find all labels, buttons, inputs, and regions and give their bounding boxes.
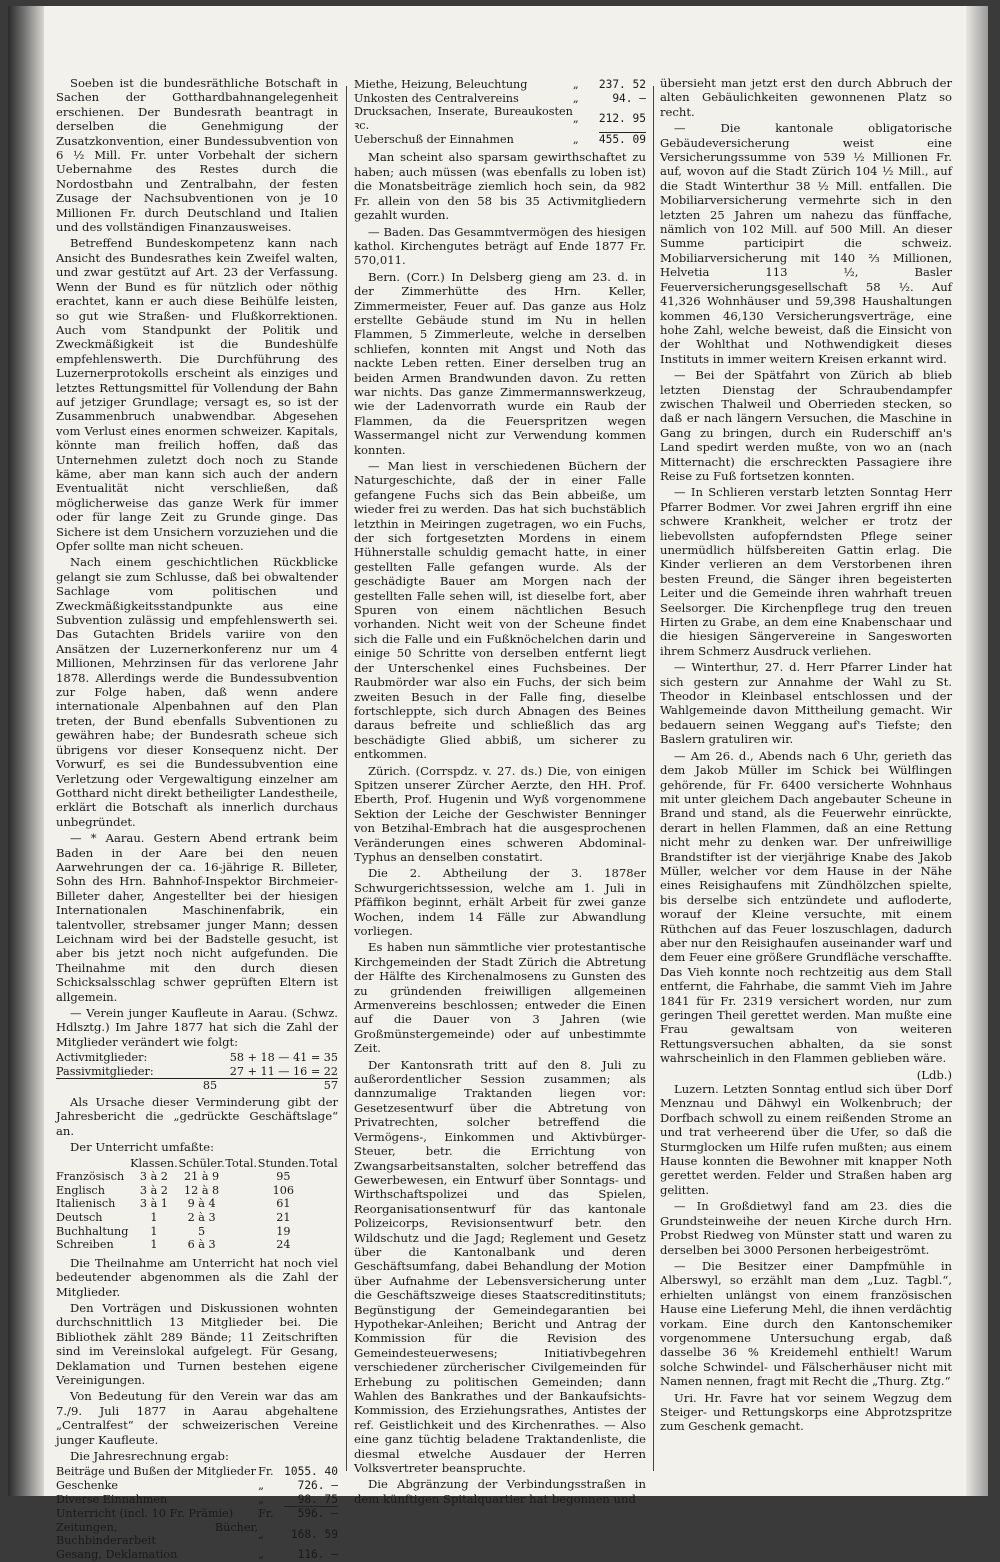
article-zurich-autopsy: Zürich. (Corrspdz. v. 27. ds.) Die, von einigen Spitzen unserer Zürcher Aerzte, den HH. Prof. Eberth, Prof. Hugenin und Wyß vorgenommene Sektion der Leiche der Geschwister Benninger von Betzihal-Embrach hat die ausgesprochenen Veränderungen eines schweren Abdominal-Typhus an denselben constatirt. bbox=[354, 763, 646, 864]
accounts-table-expenses bbox=[354, 78, 646, 146]
course-table bbox=[56, 1157, 338, 1252]
source-signature: (Ldb.) bbox=[916, 1067, 952, 1082]
column-3 bbox=[660, 76, 952, 1476]
course-row: Schreiben 1 6 à 3 24 bbox=[56, 1238, 291, 1252]
article-kaufleute-cause: Als Ursache dieser Verminderung gibt der Jahresbericht die „gedrückte Geschäftslage“ an. bbox=[56, 1095, 338, 1138]
account-row: Miethe, Heizung, Beleuchtung „ 237. 52 bbox=[354, 78, 646, 91]
account-row: Beiträge und Bußen der Mitglieder Fr. 1055. 40 bbox=[56, 1465, 338, 1479]
article-wulflingen-fire: — Am 26. d., Abends nach 6 Uhr, gerieth das dem Jakob Müller im Schick bei Wülflingen gehörende, für Fr. 6400 versicherte Wohnhaus mit unter gleichem Dach angebauter Scheune in Brand und stand, als die Feuerwehr einrückte, derart in hellen Flammen, daß an eine Rettung nicht mehr zu denken war. Der unfreiwillige Brandstifter ist der vierjährige Knabe des Jakob Müller, welcher vor dem Hause in der Nähe eines Reisighaufens mit Zündhölzchen spielte, bis derselbe sich entzündete und aufloderte, worauf der Kleine versuchte, mit einem Rüthchen auf das Feuer loszuschlagen, dadurch aber nur den Reisighaufen auseinander warf und dem Feuer eine größere Grundfläche verschaffte. Das Vieh konnte noch rechtzeitig aus dem Stall entfernt, die Fahrhabe, die sammt Vieh im Jahre 1841 für Fr. 2319 versichert worden, nur zum geringen Theil gerettet werden. Man mußte eine Frau gewaltsam von weiteren Rettungsversuchen abhalten, da sie sonst wahrscheinlich in den Flammen geblieben wäre. bbox=[660, 748, 952, 1066]
column-rule-1 bbox=[346, 86, 347, 1471]
column-2 bbox=[354, 76, 646, 1506]
member-row: Passivmitglieder: 27 + 11 — 16 = 22 bbox=[56, 1064, 338, 1078]
article-kaufleute-accounts-heading: Die Jahresrechnung ergab: bbox=[70, 1449, 229, 1464]
article-kaufleute-centralfest: Von Bedeutung für den Verein war das am 7./9. Juli 1877 in Aarau abgehaltene „Centralfest“ der schweizerischen Vereine junger Kaufleute. bbox=[56, 1389, 338, 1447]
article-baden: — Baden. Das Gesammtvermögen des hiesigen kathol. Kirchengutes beträgt auf Ende 1877 Fr. 570,011. bbox=[354, 224, 646, 268]
account-row: Drucksachen, Inserate, Bureaukosten ꝛc. „ 212. 95 bbox=[354, 105, 646, 132]
course-row: Englisch 3 à 2 12 à 8 106 bbox=[56, 1183, 295, 1197]
article-zurich-churches: Es haben nun sämmtliche vier protestantische Kirchgemeinden der Stadt Zürich die Abtretung der Hälfte des Kirchenalmosens zu Gunsten des zu gründenden freiwilligen allgemeinen Armenvereins beschlossen; entweder die Einen auf die Dauer von 3 Jahren (wie Großmünstergemeinde) oder auf unbestimmte Zeit. bbox=[354, 940, 646, 1056]
account-row: Unkosten des Centralvereins „ 94. — bbox=[354, 91, 646, 105]
article-schlieren-obituary: — In Schlieren verstarb letzten Sonntag Herr Pfarrer Bodmer. Vor zwei Jahren ergriff ihn eine schwere Krankheit, welcher er trotz der liebevollsten aufopferndsten Pflege seiner unermüdlich hülfsbereiten Gattin erlag. Die Kinder verlieren an dem Verstorbenen ihren besten Freund, die Sänger ihren begeisterten Leiter und die Gemeinde ihren wahrhaft treuen Seelsorger. Die Kirchenpflege trug den treuen Hirten zu Grabe, an dem eine Knabenschaar und die hiesigen Sängervereine in Sangesworten ihrem Schmerz Ausdruck verliehen. bbox=[660, 485, 952, 658]
article-zurich-kantonsrath: Der Kantonsrath tritt auf den 8. Juli zu außerordentlicher Session zusammen; als dannzumalige Traktanden liegen vor: Gesetzesentwurf über die Abtretung von Privatrechten, solcher betreffend die Vermögens-, Einkommen und Aktivbürger-Steuer, betr. die Errichtung von Zwangsarbeitsanstalten, solcher betreffend das Gewerbewesen, ein Entwurf über Sonntags- und Wirthschaftspolizei und das Spielen, Reorganisationsentwurf für das kantonale Polizeicorps, Revisionsentwurf betr. den Wildschutz und die Jagd; Reglement und Gesetz über die Kantonalbank und deren Geschäftsumfang, dabei Behandlung der Motion über Aufnahme der Lebensversicherung unter die Geschäftszweige dieses Staatscreditinstituts; Begünstigung der Gemeindegarantien bei Hypothekar-Anleihen; Bericht und Antrag der Kommission für die Revision des Gemeindesteuerwesens; Initiativbegehren verschiedener zürcherischer Civilgemeinden für Erhebung zu politischen Gemeinden; dann Wahlen des Bankrathes und der Bankaufsichts-Kommission, des Erziehungsrathes, Antistes der ref. Geistlichkeit und des Kirchenrathes. — Also eine ganz tüchtig beladene Traktandenliste, die diesmal etwelche Ausdauer der Herren Volksvertreter beanspruchte. bbox=[354, 1057, 646, 1476]
article-insurance: — Die kantonale obligatorische Gebäudeversicherung weist eine Versicherungssumme von 539 ½ Millionen Fr. auf, wovon auf die Stadt Zürich 104 ½ Mill., auf die Stadt Winterthur 38 ½ Mill. entfallen. Die Mobiliarversicherung vermehrte sich in den letzten 25 Jahren um nahezu das fünffache, nämlich von 102 Mill. auf 500 Mill. An dieser Summe participirt die schweiz. Mobiliarversicherung mit 140 ⅔ Millionen, Helvetia 113 ½, Basler Feuerversicherungsgesellschaft 58 ½. Auf 41,326 Wohnhäuser und 59,398 Haushaltungen kommen 46,130 Versicherungsverträge, eine hohe Zahl, welche beweist, daß die Einsicht von der Wohlthat und Nothwendigkeit dieses Instituts in immer weitern Kreisen erkannt wird. bbox=[660, 121, 952, 366]
article-aarau-drowning: — * Aarau. Gestern Abend ertrank beim Baden in der Aare bei den neuen Aarwehrungen der ca. 16-jährige R. Billeter, Sohn des Hrn. Bahnhof-Inspektor Birchmeier-Billeter daher, Angestellter bei der hiesigen Internationalen Maschinenfabrik, ein talentvoller, strebsamer junger Mann; dessen Leichnam wird bei der Badstelle gesucht, ist aber bis jetzt noch nicht aufgefunden. Die Theilnahme mit den durch diesen Schicksalsschlag schwer geprüften Eltern ist allgemein. bbox=[56, 831, 338, 1004]
column-rule-2 bbox=[653, 86, 654, 1471]
course-row: Italienisch 3 à 1 9 à 4 61 bbox=[56, 1197, 291, 1211]
account-row: Gesang, Deklamation „ 116. — bbox=[56, 1548, 338, 1562]
course-row: Buchhaltung 1 5 19 bbox=[56, 1224, 291, 1238]
member-row: Activmitglieder: 58 + 18 — 41 = 35 bbox=[56, 1051, 338, 1065]
article-kaufleute-comment: Man scheint also sparsam gewirthschaftet zu haben; auch müssen (was ebenfalls zu loben ist) die Monatsbeiträge ziemlich hoch sein, da 982 Fr. allein von den 58 bis 35 Activmitgliedern gezahlt wurden. bbox=[354, 150, 646, 223]
article-gotthard-intro: Soeben ist die bundesräthliche Botschaft in Sachen der Gotthardbahnangelegenheit erschienen. Der Bundesrath beantragt in derselben die Genehmigung der Zusatzkonvention, einer Bundessubvention von 6 ½ Mill. Fr. unter Vorbehalt der sichern Uebernahme des Restes durch die Nordostbahn und Zentralbahn, der festen Zusage der Nachsubventionen von je 10 Millionen Fr. durch Deutschland und Italien und des vollständigen Finanzausweises. bbox=[56, 76, 338, 235]
article-gotthard-conclusion: Nach einem geschichtlichen Rückblicke gelangt sie zum Schlusse, daß bei obwaltender Sachlage vom politischen und Zweckmäßigkeitsstandpunkte aus eine Subvention zulässig und empfehlenswerth sei. Das Gutachten Bridels variire von den Ansätzen der Luzernerkonferenz nur um 4 Millionen, Mehrzinsen für das verlorene Jahr 1878. Allerdings werde die Bundessubvention zur Folge haben, daß wenn andere internationale Alpenbahnen auf den Plan treten, der Bund ebenfalls Subventionen zu gewähren habe; der Bundesrath scheue sich übrigens vor dieser Konsequenz nicht. Der Vorwurf, es sei die Bundessubvention eine Verletzung oder Vergewaltigung einzelner am Gotthard nicht direkt betheiligter Landestheile, erklärt die Botschaft als innerlich durchaus unbegründet. bbox=[56, 555, 338, 829]
article-meiringen-fox: — Man liest in verschiedenen Büchern der Naturgeschichte, daß der in einer Falle gefangene Fuchs sich das Bein abbeiße, um wieder frei zu werden. Das hat sich buchstäblich letzthin in Meiringen zugetragen, wo ein Fuchs, der sich fortgesetzten Mordens in einem Hühnerstalle schuldig gemacht hatte, in einer gestellten Falle gefangen wurde. Als der geschädigte Bauer am Morgen nach der gestellten Falle sehen will, ist dieselbe fort, aber Spuren von einem nächtlichen Besuch vorhanden. Nicht weit von der Scheune findet sich die Falle und ein Fußknöchelchen darin und einige 50 Schritte von derselben entfernt liegt der Unterschenkel eines Fuchsbeines. Der Raubmörder war also ein Fuchs, der sich beim zweiten Besuch in der Falle fing, dieselbe fortschleppte, sich durch Abnagen des Beines daraus befreite und schließlich das arg beschädigte Glied abbiß, um sicherer zu entkommen. bbox=[354, 459, 646, 762]
article-zurich-roads-continued: übersieht man jetzt erst den durch Abbruch der alten Gebäulichkeiten gewonnenen Platz so recht. bbox=[660, 76, 952, 119]
article-zurich-roads: Die Abgränzung der Verbindungsstraßen in dem künftigen Spitalquartier hat begonnen und bbox=[354, 1477, 646, 1506]
binding-gutter bbox=[8, 6, 44, 1496]
article-kaufleute-participation: Die Theilnahme am Unterricht hat noch viel bedeutender abgenommen als die Zahl der Mitglieder. bbox=[56, 1255, 338, 1299]
account-row: Ueberschuß der Einnahmen „ 455. 09 bbox=[354, 132, 646, 146]
article-bern-fire: Bern. (Corr.) In Delsberg gieng am 23. d. in der Zimmerhütte des Hrn. Keller, Zimmermeister, Feuer auf. Das ganze aus Holz erstellte Gebäude stund im Nu in hellen Flammen, 5 Zimmerleute, welche in derselben schliefen, konnten mit Angst und Noth das nackte Leben retten. Einer derselben trug an beiden Armen Brandwunden davon. Zu retten war nichts. Das ganze Zimmermannswerkzeug, wie der Ladenvorrath wurde ein Raub der Flammen, da die Feuerspritzen wegen Wassermangel nicht zur Verwendung kommen konnten. bbox=[354, 269, 646, 457]
article-grossdietwyl: — In Großdietwyl fand am 23. dies die Grundsteinweihe der neuen Kirche durch Hrn. Probst Riedweg von Münster statt und waren zu derselben bei 3000 Personen herbeigeströmt. bbox=[660, 1199, 952, 1257]
article-alberswyl-flour: — Die Besitzer einer Dampfmühle in Alberswyl, so erzählt man dem „Luz. Tagbl.“, erhielten unlängst von einem französischen Hause eine Lieferung Mehl, die ihnen verdächtig vorkam. Eine durch den Kantonschemiker vorgenommene Untersuchung ergab, daß dasselbe 36 % Kreidemehl enthielt! Warum solche Schwindel- und Fälscherhäuser nicht mit Namen nennen, fragt mit Recht die „Thurg. Ztg.“ bbox=[660, 1258, 952, 1389]
member-total-row: 85 57 bbox=[56, 1078, 338, 1093]
article-uri: Uri. Hr. Favre hat vor seinem Wegzug dem Steiger- und Rettungskorps eine Abprotzspritze zum Geschenk gemacht. bbox=[660, 1390, 952, 1434]
article-kaufleute-intro: — Verein junger Kaufleute in Aarau. (Schwz. Hdlsztg.) Im Jahre 1877 hat sich die Zahl der Mitglieder verändert wie folgt: bbox=[56, 1006, 338, 1049]
accounts-table-income bbox=[56, 1465, 338, 1561]
account-row: Unterricht (incl. 10 Fr. Prämie) Fr. 596. — bbox=[56, 1507, 338, 1521]
article-kaufleute-library: Den Vorträgen und Diskussionen wohnten durchschnittlich 13 Mitglieder bei. Die Bibliothek zählt 289 Bände; 11 Zeitschriften sind im Vereinslokal aufgelegt. Für Gesang, Deklamation und Turnen bestehen eigene Vereinigungen. bbox=[56, 1301, 338, 1388]
article-zurich-jury: Die 2. Abtheilung der 3. 1878er Schwurgerichtssession, welche am 1. Juli in Pfäffikon beginnt, erhält Arbeit für zwei ganze Wochen, indem 14 Fälle zur Abwandlung vorliegen. bbox=[354, 866, 646, 938]
course-table-header: Klassen. Schüler. Total. Stunden. Total bbox=[130, 1156, 338, 1170]
article-luzern-storm: Luzern. Letzten Sonntag entlud sich über Dorf Menznau und Dähwyl ein Wolkenbruch; der Dorfbach schwoll zu einem reißenden Strome an und trat verheerend über die Ufer, so daß die Sturmglocken um Hilfe rufen mußten; aus einem Hause konnten die Bewohner mit knapper Noth gerettet werden. Felder und Straßen haben arg gelitten. bbox=[660, 1082, 952, 1197]
article-gotthard-competence: Betreffend Bundeskompetenz kann nach Ansicht des Bundesrathes kein Zweifel walten, und zwar gestützt auf Art. 23 der Verfassung. Wenn der Bund es für nützlich oder nöthig erachtet, kann er auch diese Beihülfe leisten, so gut wie Straßen- und Flußkorrektionen. Auch vom Standpunkt der Politik und Zweckmäßigkeit ist die Bundeshülfe empfehlenswerth. Die Durchführung des Luzernerprotokolls erscheint als einziges und letztes Rettungsmittel für Vollendung der Bahn auf jetziger Grundlage; versagt es, so ist der Zusammenbruch unabwendbar. Abgesehen vom Verlust eines enormen schweizer. Kapitals, könnte man freilich hoffen, daß das Unternehmen zuletzt doch noch zu Stande käme, aber man kann sich auch der andern Eventualität nicht verschließen, daß möglicherweise das ganze Werk für immer oder für lange Zeit zu Grunde ginge. Das Sichere ist dem Unsichern vorzuziehen und die Opfer sollte man nicht scheuen. bbox=[56, 236, 338, 553]
course-row: Deutsch 1 2 à 3 21 bbox=[56, 1211, 291, 1224]
member-counts bbox=[56, 1051, 338, 1093]
account-row: Zeitungen, Bücher, Buchbinderarbeit „ 168. 59 bbox=[56, 1520, 338, 1548]
newspaper-page bbox=[8, 6, 988, 1562]
course-row: Französisch 3 à 2 21 à 9 95 bbox=[56, 1170, 291, 1184]
account-row: Geschenke „ 726. — bbox=[56, 1479, 338, 1493]
account-row: Diverse Einnahmen „ 98. 75 bbox=[56, 1492, 338, 1506]
article-kaufleute-courses-heading: Der Unterricht umfaßte: bbox=[70, 1140, 215, 1155]
article-steamer: — Bei der Spätfahrt von Zürich ab blieb letzten Dienstag der Schraubendampfer zwischen Thalweil und Oberrieden stecken, so daß er nach längern Versuchen, die Maschine in Gang zu bringen, durch ein Ruderschiff an's Land spedirt werden mußte, von wo an (nach Mitternacht) die erschreckten Passagiere ihre Reise zu Fuß fortsetzen konnten. bbox=[660, 368, 952, 483]
article-winterthur: — Winterthur, 27. d. Herr Pfarrer Linder hat sich gestern zur Annahme der Wahl zu St. Theodor in Kleinbasel entschlossen und der Wahlgemeinde davon Mittheilung gemacht. Wir bedauern seinen Weggang auf's Tiefste; den Baslern gratuliren wir. bbox=[660, 660, 952, 747]
column-1 bbox=[56, 76, 338, 1562]
page-edge bbox=[966, 6, 988, 1496]
